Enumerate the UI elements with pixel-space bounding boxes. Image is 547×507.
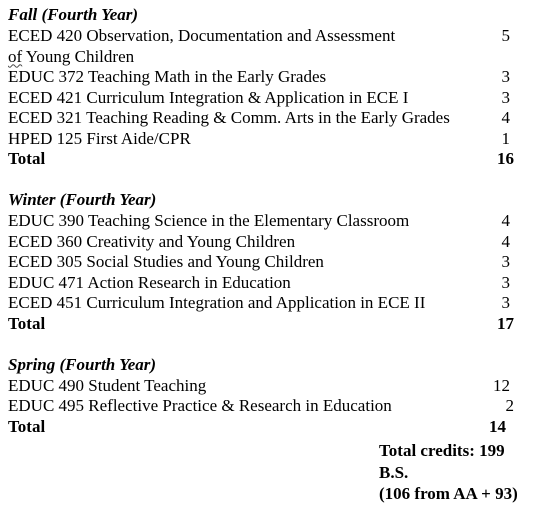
course-title: EDUC 390 Teaching Science in the Elementary Classroom (8, 211, 410, 230)
credit-breakdown: (106 from AA + 93) (379, 484, 518, 503)
course-row (8, 272, 538, 293)
course-row (8, 128, 538, 149)
course-title: ECED 360 Creativity and Young Children (8, 231, 296, 251)
course-title: HPED 125 First Aide/CPR (8, 128, 191, 148)
total-label: Total (8, 313, 46, 333)
course-credits: 3 (501, 67, 510, 86)
term-total-row (8, 148, 538, 169)
course-title: ECED 421 Curriculum Integration & Application in ECE I (8, 87, 409, 107)
course-row (8, 375, 538, 396)
spellcheck-underline: of (8, 46, 23, 66)
course-title: EDUC 490 Student Teaching (8, 375, 207, 395)
total-value: 14 (489, 416, 506, 436)
course-credits: 3 (501, 87, 510, 107)
term-heading-spring: Spring (Fourth Year) (8, 354, 157, 374)
total-value: 16 (497, 149, 514, 168)
course-row (8, 107, 538, 128)
course-row (8, 87, 538, 108)
course-title-continued-rest: Young Children (22, 46, 135, 66)
term-total-row (8, 313, 538, 334)
total-credits-line: Total credits: 199 (379, 441, 505, 460)
course-credits: 4 (501, 211, 510, 230)
course-row (8, 25, 538, 66)
course-title: ECED 305 Social Studies and Young Children (8, 252, 324, 271)
course-credits: 3 (501, 293, 510, 312)
course-schedule-document (8, 4, 538, 437)
total-label: Total (8, 149, 46, 168)
total-label: Total (8, 416, 46, 436)
course-title: EDUC 495 Reflective Practice & Research in Education (8, 396, 392, 415)
term-heading-fall: Fall (Fourth Year) (8, 5, 139, 24)
term-heading-winter: Winter (Fourth Year) (8, 190, 157, 209)
course-credits: 1 (501, 128, 510, 148)
course-credits: 2 (505, 396, 514, 415)
course-credits: 3 (501, 272, 510, 292)
course-credits: 12 (493, 375, 510, 395)
term-total-row (8, 416, 538, 437)
course-credits: 4 (501, 231, 510, 251)
course-title: EDUC 471 Action Research in Education (8, 272, 291, 292)
course-row (8, 251, 538, 272)
course-row (8, 231, 538, 252)
course-row (8, 395, 538, 416)
course-title: ECED 451 Curriculum Integration and Application in ECE II (8, 293, 426, 312)
total-value: 17 (497, 313, 514, 333)
course-title: ECED 420 Observation, Documentation and Assessment (8, 26, 396, 45)
course-title: EDUC 372 Teaching Math in the Early Grades (8, 67, 327, 86)
course-row (8, 292, 538, 313)
course-title-continued (8, 46, 134, 67)
course-title: ECED 321 Teaching Reading & Comm. Arts in the Early Grades (8, 108, 450, 127)
course-credits: 4 (501, 108, 510, 127)
course-row (8, 66, 538, 87)
course-credits: 3 (501, 252, 510, 271)
course-row (8, 210, 538, 231)
degree-label: B.S. (379, 463, 409, 482)
course-credits: 5 (501, 26, 510, 45)
